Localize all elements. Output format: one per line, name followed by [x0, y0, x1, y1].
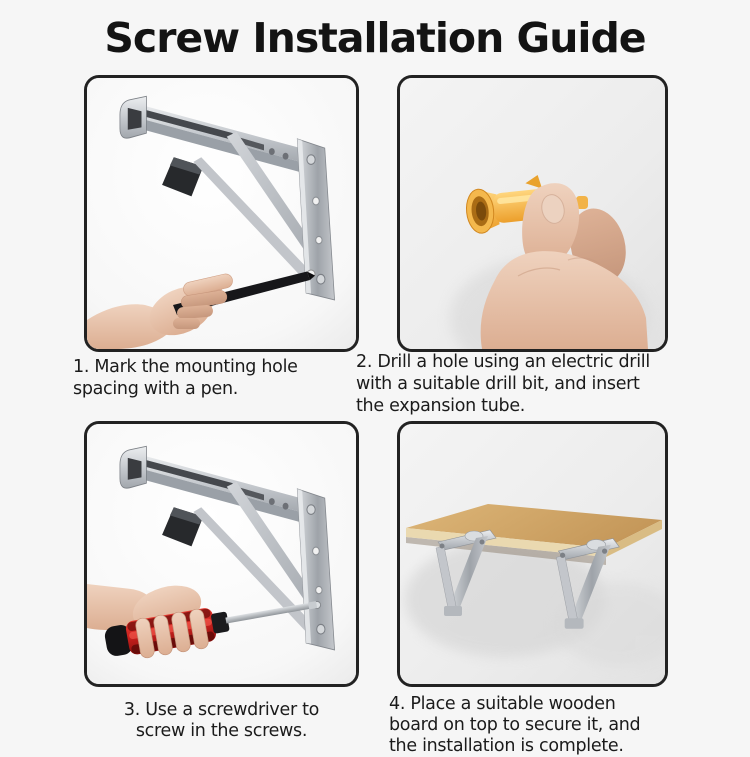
caption-line: screw in the screws. — [135, 721, 308, 741]
step1-photo-panel — [84, 75, 359, 352]
caption-line: with a suitable drill bit, and insert — [356, 374, 640, 394]
caption-line: spacing with a pen. — [73, 379, 239, 399]
caption-line: 4. Place a suitable wooden — [389, 694, 616, 714]
screwdriver-illustration — [87, 424, 356, 684]
caption-line: 3. Use a screwdriver to — [123, 700, 320, 720]
step2-caption — [356, 351, 706, 417]
caption-line: the installation is complete. — [389, 736, 624, 756]
step1-caption — [73, 356, 378, 400]
bracket-pen-illustration — [87, 78, 356, 349]
page-title: Screw Installation Guide — [104, 14, 646, 62]
caption-line: 2. Drill a hole using an electric drill — [356, 352, 650, 372]
expansion-tube-illustration — [400, 78, 665, 349]
caption-line: the expansion tube. — [356, 396, 526, 416]
caption-line: board on top to secure it, and — [389, 715, 641, 735]
step3-photo-panel — [84, 421, 359, 687]
step3-caption — [84, 700, 359, 742]
installed-shelf-illustration — [400, 424, 665, 684]
caption-line: 1. Mark the mounting hole — [73, 357, 298, 377]
step2-photo-panel — [397, 75, 668, 352]
step4-photo-panel — [397, 421, 668, 687]
step4-caption — [389, 694, 724, 757]
